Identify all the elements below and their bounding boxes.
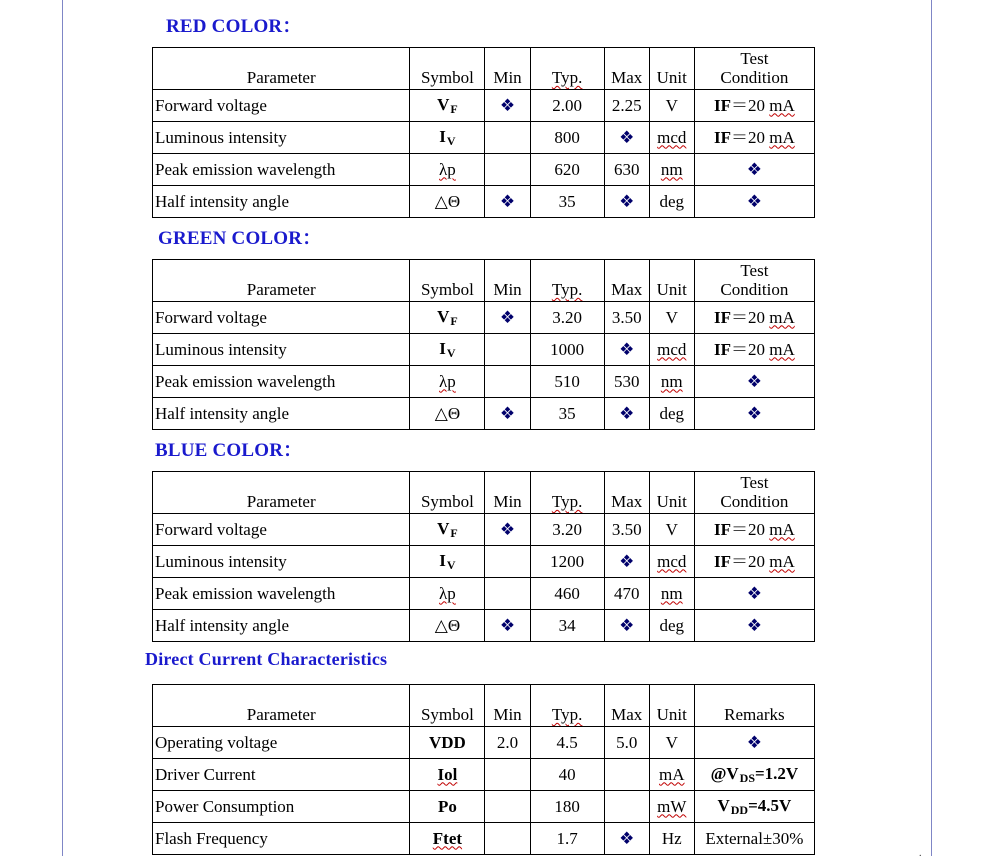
value-typ: 180	[530, 791, 604, 823]
marker-icon: ❖	[485, 610, 530, 642]
symbol-ftet: Ftet	[410, 823, 485, 855]
value-typ: 510	[530, 366, 604, 398]
empty-cell	[485, 334, 530, 366]
header-unit: Unit	[649, 472, 694, 514]
param-half-angle: Half intensity angle	[153, 186, 410, 218]
table-row	[153, 546, 815, 578]
symbol-iv: IV	[410, 122, 485, 154]
table-row	[153, 514, 815, 546]
table-row	[153, 398, 815, 430]
marker-icon: ❖	[694, 727, 814, 759]
marker-icon: ❖	[604, 546, 649, 578]
header-remarks: Remarks	[694, 685, 814, 727]
value-typ: 1200	[530, 546, 604, 578]
value-typ: 800	[530, 122, 604, 154]
unit: nm	[649, 366, 694, 398]
param-peak-wavelength: Peak emission wavelength	[153, 578, 410, 610]
param-forward-voltage: Forward voltage	[153, 90, 410, 122]
marker-icon: ❖	[604, 610, 649, 642]
value-typ: 1000	[530, 334, 604, 366]
header-typ: Typ.	[530, 48, 604, 90]
symbol-lambda: λp	[410, 366, 485, 398]
param-operating-voltage: Operating voltage	[153, 727, 410, 759]
param-peak-wavelength: Peak emission wavelength	[153, 366, 410, 398]
marker-icon: ❖	[694, 610, 814, 642]
header-parameter: Parameter	[153, 260, 410, 302]
param-power-consumption: Power Consumption	[153, 791, 410, 823]
test-condition: IF＝20 mA	[694, 514, 814, 546]
header-test-condition: Test Condition	[694, 472, 814, 514]
table-row	[153, 578, 815, 610]
test-condition: IF＝20 mA	[694, 90, 814, 122]
symbol-half-angle: △Θ	[410, 398, 485, 430]
param-luminous-intensity: Luminous intensity	[153, 546, 410, 578]
marker-icon: ❖	[604, 823, 649, 855]
header-symbol: Symbol	[410, 472, 485, 514]
param-driver-current: Driver Current	[153, 759, 410, 791]
corner-mark: .	[919, 848, 922, 859]
value-max: 3.50	[604, 302, 649, 334]
value-typ: 40	[530, 759, 604, 791]
symbol-iv: IV	[410, 334, 485, 366]
header-max: Max	[604, 685, 649, 727]
symbol-po: Po	[410, 791, 485, 823]
value-min: 2.0	[485, 727, 530, 759]
param-forward-voltage: Forward voltage	[153, 514, 410, 546]
table-row	[153, 90, 815, 122]
test-condition: IF＝20 mA	[694, 334, 814, 366]
table-header-row	[153, 472, 815, 514]
blue-color-title: BLUE COLOR：	[155, 440, 303, 461]
header-symbol: Symbol	[410, 685, 485, 727]
param-half-angle: Half intensity angle	[153, 610, 410, 642]
empty-cell	[485, 578, 530, 610]
unit: mW	[649, 791, 694, 823]
symbol-iol: Iol	[410, 759, 485, 791]
header-typ: Typ.	[530, 472, 604, 514]
unit: V	[649, 727, 694, 759]
value-typ: 1.7	[530, 823, 604, 855]
value-typ: 460	[530, 578, 604, 610]
header-symbol: Symbol	[410, 48, 485, 90]
table-row	[153, 727, 815, 759]
test-condition: IF＝20 mA	[694, 302, 814, 334]
value-typ: 620	[530, 154, 604, 186]
remark-vds: @VDS=1.2V	[694, 759, 814, 791]
marker-icon: ❖	[694, 154, 814, 186]
unit: V	[649, 302, 694, 334]
header-min: Min	[485, 472, 530, 514]
test-condition: IF＝20 mA	[694, 122, 814, 154]
header-parameter: Parameter	[153, 472, 410, 514]
value-max: 530	[604, 366, 649, 398]
symbol-vf: VF	[410, 90, 485, 122]
unit: nm	[649, 578, 694, 610]
unit: mA	[649, 759, 694, 791]
marker-icon: ❖	[604, 122, 649, 154]
header-min: Min	[485, 48, 530, 90]
unit: deg	[649, 186, 694, 218]
header-parameter: Parameter	[153, 48, 410, 90]
symbol-half-angle: △Θ	[410, 610, 485, 642]
marker-icon: ❖	[604, 186, 649, 218]
symbol-vf: VF	[410, 302, 485, 334]
page-border-left	[62, 0, 63, 856]
value-typ: 35	[530, 186, 604, 218]
header-test-condition: Test Condition	[694, 260, 814, 302]
marker-icon: ❖	[485, 186, 530, 218]
value-typ: 4.5	[530, 727, 604, 759]
value-max: 3.50	[604, 514, 649, 546]
dc-characteristics-title: Direct Current Characteristics	[145, 649, 388, 669]
table-row	[153, 186, 815, 218]
value-typ: 34	[530, 610, 604, 642]
param-half-angle: Half intensity angle	[153, 398, 410, 430]
unit: mcd	[649, 334, 694, 366]
value-max: 2.25	[604, 90, 649, 122]
marker-icon: ❖	[694, 578, 814, 610]
empty-cell	[485, 759, 530, 791]
header-max: Max	[604, 48, 649, 90]
table-row	[153, 791, 815, 823]
empty-cell	[485, 366, 530, 398]
header-max: Max	[604, 472, 649, 514]
table-row	[153, 610, 815, 642]
value-max: 5.0	[604, 727, 649, 759]
value-typ: 3.20	[530, 514, 604, 546]
value-max: 630	[604, 154, 649, 186]
header-parameter: Parameter	[153, 685, 410, 727]
table-header-row	[153, 48, 815, 90]
marker-icon: ❖	[694, 398, 814, 430]
unit: V	[649, 90, 694, 122]
param-forward-voltage: Forward voltage	[153, 302, 410, 334]
header-min: Min	[485, 685, 530, 727]
marker-icon: ❖	[485, 398, 530, 430]
remark-external: External±30%	[694, 823, 814, 855]
table-header-row	[153, 260, 815, 302]
value-typ: 35	[530, 398, 604, 430]
header-min: Min	[485, 260, 530, 302]
table-row	[153, 154, 815, 186]
marker-icon: ❖	[485, 514, 530, 546]
value-typ: 3.20	[530, 302, 604, 334]
table-header-row	[153, 685, 815, 727]
test-condition: IF＝20 mA	[694, 546, 814, 578]
red-color-title: RED COLOR：	[166, 16, 302, 37]
marker-icon: ❖	[694, 366, 814, 398]
table-row	[153, 759, 815, 791]
unit: mcd	[649, 122, 694, 154]
empty-cell	[604, 759, 649, 791]
unit: V	[649, 514, 694, 546]
header-test-condition: Test Condition	[694, 48, 814, 90]
param-peak-wavelength: Peak emission wavelength	[153, 154, 410, 186]
marker-icon: ❖	[694, 186, 814, 218]
empty-cell	[485, 546, 530, 578]
unit: deg	[649, 398, 694, 430]
value-max: 470	[604, 578, 649, 610]
header-unit: Unit	[649, 685, 694, 727]
symbol-iv: IV	[410, 546, 485, 578]
symbol-half-angle: △Θ	[410, 186, 485, 218]
header-unit: Unit	[649, 48, 694, 90]
unit: mcd	[649, 546, 694, 578]
symbol-lambda: λp	[410, 154, 485, 186]
marker-icon: ❖	[604, 334, 649, 366]
header-typ: Typ.	[530, 260, 604, 302]
unit: deg	[649, 610, 694, 642]
dc-spec-table	[152, 684, 815, 855]
blue-spec-table	[152, 471, 815, 642]
symbol-vdd: VDD	[410, 727, 485, 759]
empty-cell	[604, 791, 649, 823]
marker-icon: ❖	[485, 90, 530, 122]
table-row	[153, 823, 815, 855]
header-symbol: Symbol	[410, 260, 485, 302]
header-typ: Typ.	[530, 685, 604, 727]
page-border-right	[931, 0, 932, 856]
header-unit: Unit	[649, 260, 694, 302]
param-luminous-intensity: Luminous intensity	[153, 334, 410, 366]
symbol-vf: VF	[410, 514, 485, 546]
empty-cell	[485, 154, 530, 186]
marker-icon: ❖	[485, 302, 530, 334]
remark-vdd: VDD=4.5V	[694, 791, 814, 823]
table-row	[153, 366, 815, 398]
unit: Hz	[649, 823, 694, 855]
empty-cell	[485, 823, 530, 855]
value-typ: 2.00	[530, 90, 604, 122]
param-flash-frequency: Flash Frequency	[153, 823, 410, 855]
marker-icon: ❖	[604, 398, 649, 430]
symbol-lambda: λp	[410, 578, 485, 610]
red-spec-table	[152, 47, 815, 218]
empty-cell	[485, 122, 530, 154]
empty-cell	[485, 791, 530, 823]
param-luminous-intensity: Luminous intensity	[153, 122, 410, 154]
green-color-title: GREEN COLOR：	[158, 228, 322, 249]
table-row	[153, 334, 815, 366]
table-row	[153, 122, 815, 154]
unit: nm	[649, 154, 694, 186]
table-row	[153, 302, 815, 334]
green-spec-table	[152, 259, 815, 430]
header-max: Max	[604, 260, 649, 302]
